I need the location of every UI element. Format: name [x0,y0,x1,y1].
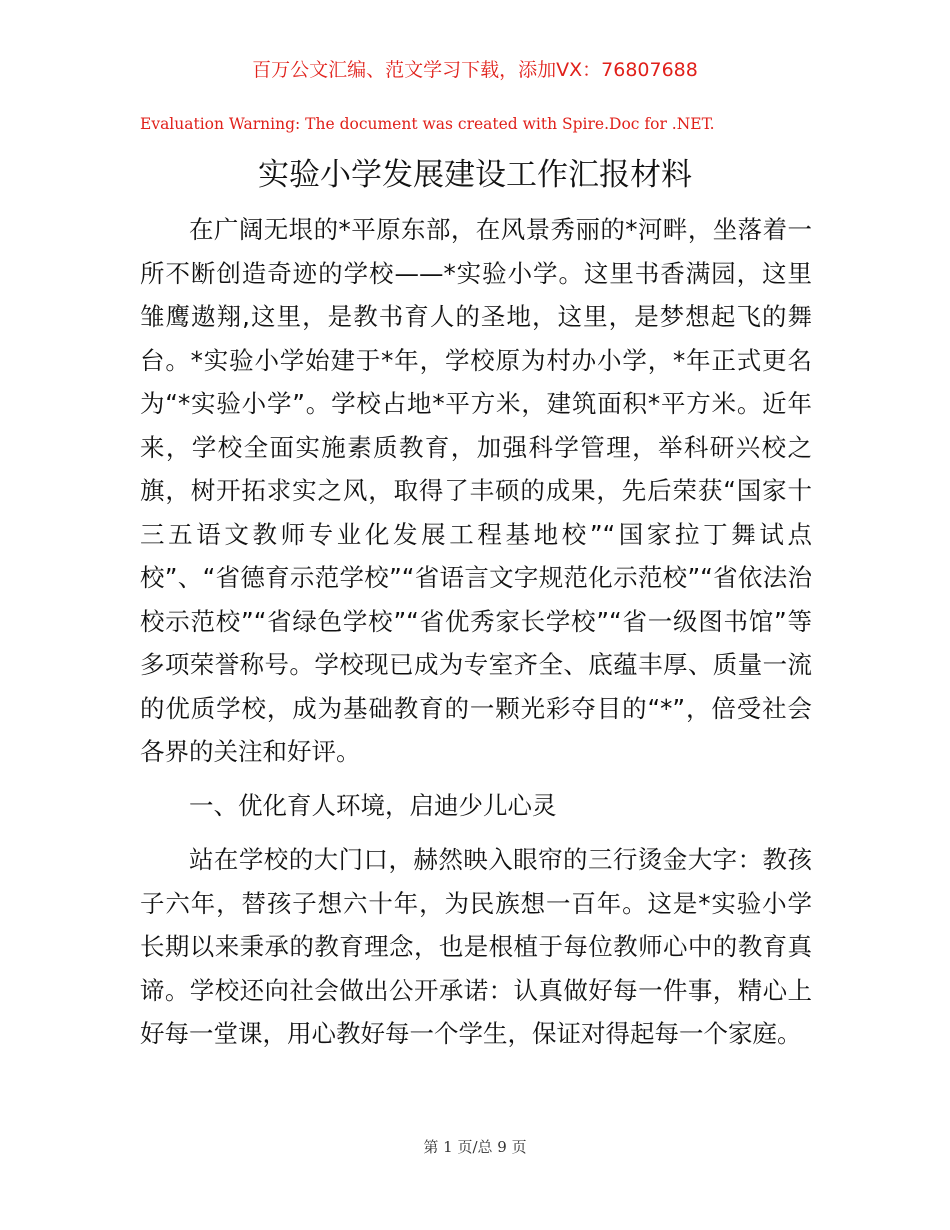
evaluation-warning: Evaluation Warning: The document was created with Spire.Doc for .NET. [140,115,715,133]
section-heading-1: 一、优化育人环境，启迪少儿心灵 [189,791,557,820]
header-banner: 百万公文汇编、范文学习下载，添加VX：76807688 [252,59,698,81]
paragraph-environment: 站在学校的大门口，赫然映入眼帘的三行烫金大字：教孩子六年，替孩子想六十年，为民族想一百年。这是*实验小学长期以来秉承的教育理念，也是根植于每位教师心中的教育真谛。学校还向社会做出公开承诺：认真做好每一件事，精心上好每一堂课，用心教好每一个学生，保证对得起每一个家庭。 [140,845,812,1048]
paragraph-intro: 在广阔无垠的*平原东部，在风景秀丽的*河畔，坐落着一所不断创造奇迹的学校——*实验小学。这里书香满园，这里雏鹰遨翔,这里，是教书育人的圣地，这里，是梦想起飞的舞台。*实验小学始建于*年，学校原为村办小学，*年正式更名为“*实验小学”。学校占地*平方米，建筑面积*平方米。近年来，学校全面实施素质教育，加强科学管理，举科研兴校之旗，树开拓求实之风，取得了丰硕的成果，先后荣获“国家十三五语文教师专业化发展工程基地校”“国家拉丁舞试点校”、“省德育示范学校”“省语言文字规范化示范校”“省依法治校示范校”“省绿色学校”“省优秀家长学校”“省一级图书馆”等多项荣誉称号。学校现已成为专室齐全、底蕴丰厚、质量一流的优质学校，成为基础教育的一颗光彩夺目的“*”，倍受社会各界的关注和好评。 [140,215,812,766]
body-section-environment [140,838,812,1056]
document-title: 实验小学发展建设工作汇报材料 [258,157,692,193]
body-section-intro [140,208,812,774]
body-section-heading [140,784,812,828]
page-indicator: 第 1 页/总 9 页 [423,1138,527,1156]
